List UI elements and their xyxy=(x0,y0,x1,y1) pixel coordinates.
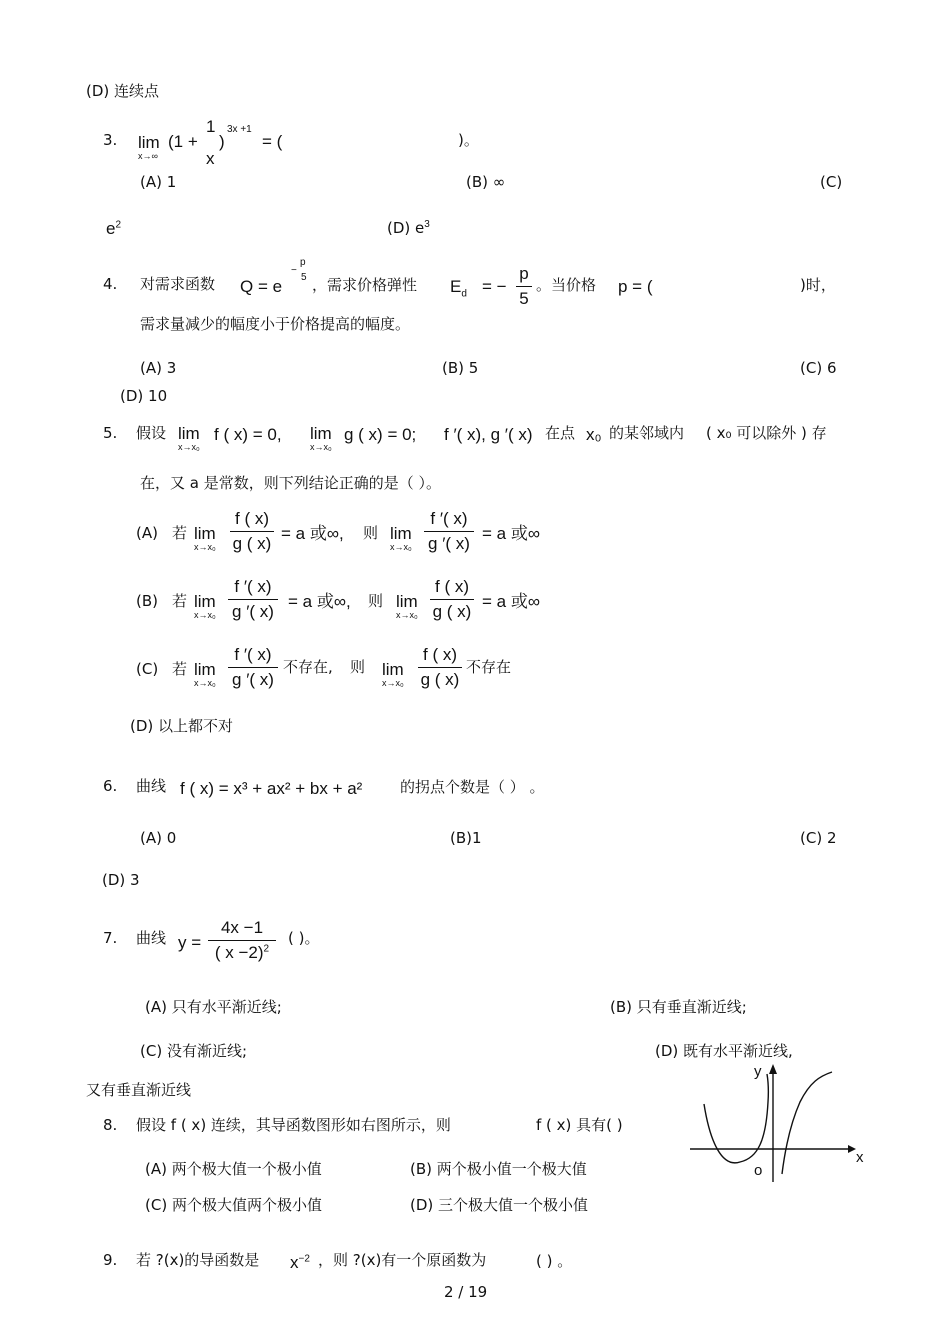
q6-option-a: (A) 0 xyxy=(140,829,177,847)
q5-line2: 在，又 a 是常数，则下列结论正确的是（ ）。 xyxy=(140,474,441,492)
q6-expr: f ( x) = x³ + ax² + bx + a² xyxy=(180,779,363,798)
q5-fg-prime: f ′( x), g ′( x) xyxy=(444,425,533,444)
q5-c-lim1: lim x→x₀ xyxy=(194,660,216,688)
q3-option-c-value: $e^2$ xyxy=(106,219,122,238)
q4-option-c: (C) 6 xyxy=(800,359,837,377)
q7-y-eq: y = xyxy=(178,933,202,952)
q8-text1: 假设 f ( x) 连续，其导函数图形如右图所示，则 xyxy=(136,1116,451,1134)
q4-text1: 对需求函数 xyxy=(140,275,216,293)
q7-option-a: (A) 只有水平渐近线; xyxy=(145,998,282,1016)
q9-text1: 若 ?(x)的导函数是 xyxy=(136,1251,260,1269)
q3-number: 3. xyxy=(103,131,118,149)
q5-c-not-exist: 不存在, xyxy=(283,658,333,676)
q5-option-c: (C) xyxy=(136,660,159,678)
q8-option-b: (B) 两个极小值一个极大值 xyxy=(410,1160,587,1178)
y-axis-arrow-icon xyxy=(769,1064,777,1074)
q3-close: )。 xyxy=(458,131,479,149)
q5-c-frac2: f ( x) g ( x) xyxy=(418,645,462,690)
q3-option-c: (C) xyxy=(820,173,843,191)
q3-frac-den: x xyxy=(206,149,215,168)
q4-q-exp-den: 5 xyxy=(301,272,307,283)
q4-q-eq: Q = e xyxy=(240,277,283,296)
q3-option-b: (B) ∞ xyxy=(466,173,506,191)
q4-ed-fraction: p 5 xyxy=(516,264,532,309)
q5-limit-g: lim x→x₀ xyxy=(310,424,332,452)
q3-eq: = ( xyxy=(262,132,283,151)
q6-option-c: (C) 2 xyxy=(800,829,837,847)
q7-option-c: (C) 没有渐近线; xyxy=(140,1042,248,1060)
q8-option-a: (A) 两个极大值一个极小值 xyxy=(145,1160,322,1178)
q4-q-exp-sign: − xyxy=(291,265,297,276)
q5-a-frac2: f ′( x) g ′( x) xyxy=(424,509,474,554)
q5-a-eq1: = a 或∞, xyxy=(281,524,344,543)
q3-exponent: 3x +1 xyxy=(227,124,252,135)
q5-b-eq2: = a 或∞ xyxy=(482,592,540,611)
derivative-curve-right xyxy=(782,1072,832,1174)
q5-number: 5. xyxy=(103,424,118,442)
derivative-graph xyxy=(686,1062,876,1187)
q5-c-not-exist2: 不存在 xyxy=(466,658,512,676)
q9-text2: ，则 ?(x)有一个原函数为 xyxy=(318,1251,487,1269)
q6-option-d: (D) 3 xyxy=(102,871,140,889)
q7-paren: ( )。 xyxy=(288,929,320,947)
q8-option-d: (D) 三个极大值一个极小值 xyxy=(410,1196,589,1214)
q7-text1: 曲线 xyxy=(136,929,167,947)
q5-a-frac1: f ( x) g ( x) xyxy=(230,509,274,554)
q6-text1: 曲线 xyxy=(136,777,167,795)
q5-c-if: 若 xyxy=(172,660,188,678)
q5-limit-f: lim x→x₀ xyxy=(178,424,200,452)
q4-option-b: (B) 5 xyxy=(442,359,479,377)
q4-text3: 。当价格 xyxy=(536,276,597,294)
q5-option-a: (A) xyxy=(136,524,158,542)
q5-x0: x₀ xyxy=(586,425,602,444)
q9-paren: ( ) 。 xyxy=(536,1252,573,1270)
q7-number: 7. xyxy=(103,929,118,947)
q5-b-frac1: f ′( x) g ′( x) xyxy=(228,577,278,622)
q5-option-b: (B) xyxy=(136,592,158,610)
q5-b-eq1: = a 或∞, xyxy=(288,592,351,611)
q5-a-then: 则 xyxy=(363,524,379,542)
q5-c-lim2: lim x→x₀ xyxy=(382,660,404,688)
q3-expr-close: ) xyxy=(219,132,225,151)
q7-option-b: (B) 只有垂直渐近线; xyxy=(610,998,747,1016)
q3-expr-open: (1 + xyxy=(168,132,198,151)
x-axis-arrow-icon xyxy=(848,1145,856,1153)
q3-option-d: (D) $e^3$ xyxy=(387,219,430,237)
q8-text2: f ( x) 具有( ) xyxy=(536,1116,623,1134)
q6-option-b: (B)1 xyxy=(450,829,482,847)
q8-number: 8. xyxy=(103,1116,118,1134)
q7-fraction: 4x −1 ( x −2)$^2$ xyxy=(208,918,276,963)
q5-text2: 在点 xyxy=(545,424,576,442)
q5-a-lim2: lim x→x₀ xyxy=(390,524,412,552)
q7-option-d: (D) 既有水平渐近线, xyxy=(655,1042,793,1060)
q3-frac-num: 1 xyxy=(206,117,216,136)
q6-text2: 的拐点个数是（ ） 。 xyxy=(400,778,545,796)
q3-option-a: (A) 1 xyxy=(140,173,177,191)
q3-limit: lim x→∞ xyxy=(138,133,160,161)
q5-option-d: (D) 以上都不对 xyxy=(130,717,234,735)
q4-option-a: (A) 3 xyxy=(140,359,177,377)
graph-origin-label: o xyxy=(754,1162,763,1179)
q4-ed-eq: = − xyxy=(482,277,507,296)
q6-number: 6. xyxy=(103,777,118,795)
q4-q-exp-num: p xyxy=(300,257,306,268)
q5-text1: 假设 xyxy=(136,424,167,442)
q2-option-d: (D) 连续点 xyxy=(86,82,160,100)
q4-number: 4. xyxy=(103,275,118,293)
q9-power: $x^{-2}$ xyxy=(290,1253,310,1272)
q5-c-then: 则 xyxy=(350,658,366,676)
q5-a-if: 若 xyxy=(172,524,188,542)
q5-paren: ( x₀ 可以除外 ) 存 xyxy=(706,424,827,442)
q4-close: )时， xyxy=(800,276,836,294)
q9-number: 9. xyxy=(103,1251,118,1269)
graph-y-label: y xyxy=(754,1063,762,1080)
q5-b-then: 则 xyxy=(368,592,384,610)
q8-option-c: (C) 两个极大值两个极小值 xyxy=(145,1196,322,1214)
q5-a-lim1: lim x→x₀ xyxy=(194,524,216,552)
q5-b-lim2: lim x→x₀ xyxy=(396,592,418,620)
q5-a-eq2: = a 或∞ xyxy=(482,524,540,543)
q4-line2: 需求量减少的幅度小于价格提高的幅度。 xyxy=(140,315,411,333)
page-number: 2 / 19 xyxy=(444,1283,488,1301)
q4-ed: $E_d$ xyxy=(450,277,467,300)
q5-b-frac2: f ( x) g ( x) xyxy=(430,577,474,622)
q5-f-zero: f ( x) = 0, xyxy=(214,425,282,444)
q4-option-d: (D) 10 xyxy=(120,387,168,405)
q7-option-d-cont: 又有垂直渐近线 xyxy=(86,1081,192,1099)
q5-text3: 的某邻域内 xyxy=(609,424,685,442)
graph-x-label: x xyxy=(856,1149,864,1166)
q4-text2: ，需求价格弹性 xyxy=(312,276,418,294)
q5-b-if: 若 xyxy=(172,592,188,610)
q5-c-frac1: f ′( x) g ′( x) xyxy=(228,645,278,690)
q4-p-eq: p = ( xyxy=(618,277,653,296)
q5-b-lim1: lim x→x₀ xyxy=(194,592,216,620)
q5-g-zero: g ( x) = 0; xyxy=(344,425,417,444)
